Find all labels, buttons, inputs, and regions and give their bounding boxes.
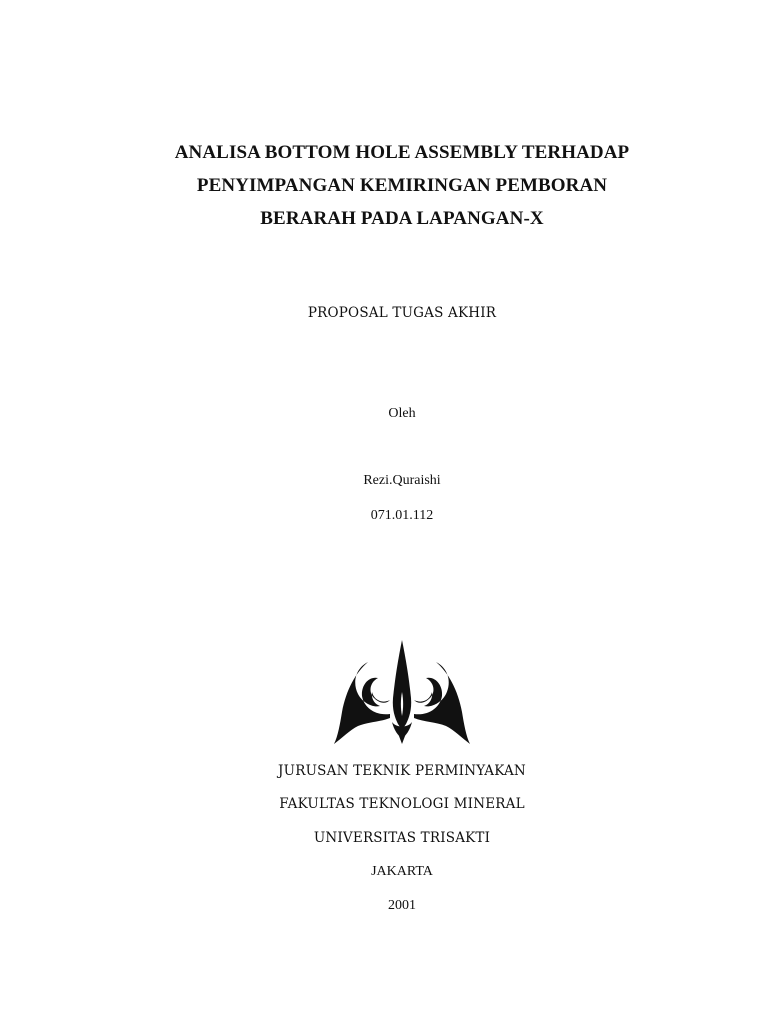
thesis-title — [0, 136, 768, 235]
author-name: Rezi.Quraishi — [363, 473, 441, 488]
title-line-1: ANALISA BOTTOM HOLE ASSEMBLY TERHADAP — [174, 142, 630, 163]
city-name: JAKARTA — [371, 864, 433, 879]
title-line-3: BERARAH PADA LAPANGAN-X — [260, 208, 544, 229]
student-id: 071.01.112 — [370, 508, 434, 523]
department-name: JURUSAN TEKNIK PERMINYAKAN — [278, 763, 526, 779]
document-type: PROPOSAL TUGAS AKHIR — [307, 305, 497, 321]
university-name: UNIVERSITAS TRISAKTI — [313, 830, 491, 846]
university-emblem-icon — [332, 638, 472, 748]
faculty-name: FAKULTAS TEKNOLOGI MINERAL — [279, 796, 525, 812]
year: 2001 — [388, 898, 416, 913]
title-line-2: PENYIMPANGAN KEMIRINGAN PEMBORAN — [196, 175, 608, 196]
by-label: Oleh — [388, 406, 416, 421]
